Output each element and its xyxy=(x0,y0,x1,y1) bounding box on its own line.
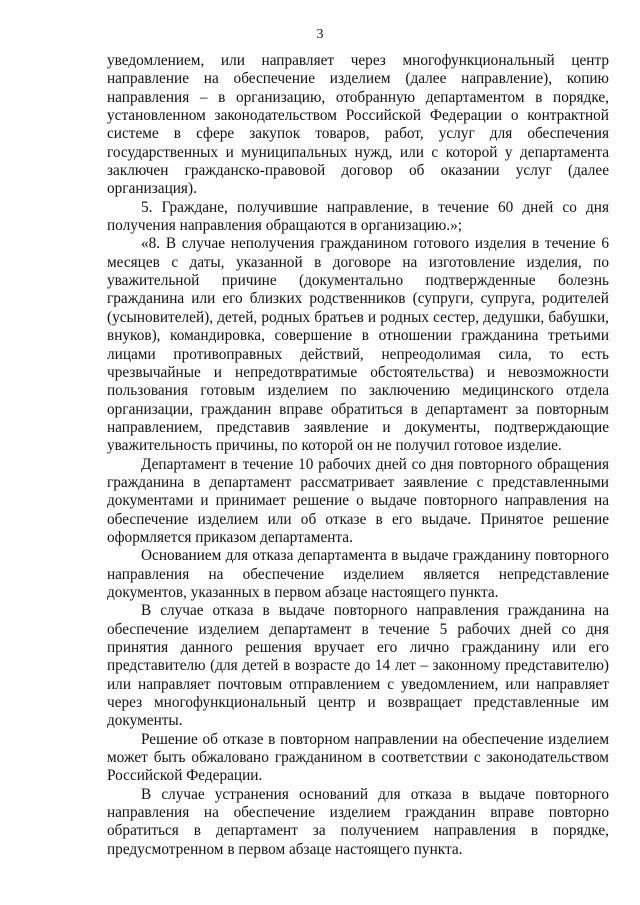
paragraph-appeal: Решение об отказе в повторном направлении на обеспечение изделием может быть обжаловано гражданином в соответствии с законодательством Российской Федерации. xyxy=(107,730,609,785)
paragraph-refusal-notice: В случае отказа в выдаче повторного направления гражданина на обеспечение изделием департамент в течение 5 рабочих дней со дня принятия данного решения вручает его лично гражданину или его представителю (для детей в возрасте до 14 лет – законному представителю) или направляет почтовым отправлением с уведомлением, или направляет через многофункциональный центр и возвращает представленные им документы. xyxy=(107,602,609,730)
paragraph-department-review: Департамент в течение 10 рабочих дней со дня повторного обращения гражданина в департамент рассматривает заявление с представленными документами и принимает решение о выдаче повторного направления на обеспечение изделием или об отказе в его выдаче. Принятое решение оформляется приказом департамента. xyxy=(107,455,609,546)
paragraph-continuation: уведомлением, или направляет через многофункциональный центр направление на обеспечение изделием (далее направление), копию направления – в организацию, отобранную департаментом в порядке, установленном законодательством Российской Федерации о контрактной системе в сфере закупок товаров, работ, услуг для обеспечения государственных и муниципальных нужд, или с которой у департамента заключен гражданско-правовой договор об оказании услуг (далее организация). xyxy=(107,52,609,198)
paragraph-item-8: «8. В случае неполучения гражданином готового изделия в течение 6 месяцев с даты, указанной в договоре на изготовление изделия, по уважительной причине (документально подтвержденные болезнь гражданина или его близких родственников (супруги, супруга, родителей (усыновителей), детей, родных братьев и родных сестер, дедушки, бабушки, внуков), командировка, совершение в отношении гражданина третьими лицами противоправных действий, непреодолимая сила, то есть чрезвычайные и непредотвратимые обстоятельства) и невозможности пользования готовым изделием по заключению медицинского отдела организации, гражданин вправе обратиться в департамент за повторным направлением, представив заявление и документы, подтверждающие уважительность причины, по которой он не получил готовое изделие. xyxy=(107,235,609,455)
paragraph-refusal-grounds: Основанием для отказа департамента в выдаче гражданину повторного направления на обеспечение изделием является непредставление документов, указанных в первом абзаце настоящего пункта. xyxy=(107,547,609,601)
paragraph-item-5: 5. Граждане, получившие направление, в течение 60 дней со дня получения направления обращаются в организацию.»; xyxy=(107,198,609,235)
document-body xyxy=(107,52,609,859)
paragraph-reapplication: В случае устранения оснований для отказа в выдаче повторного направления на обеспечение изделием гражданин вправе повторно обратиться в департамент за получением направления в порядке, предусмотренном в первом абзаце настоящего пункта. xyxy=(107,785,609,858)
page-number: 3 xyxy=(316,27,324,42)
